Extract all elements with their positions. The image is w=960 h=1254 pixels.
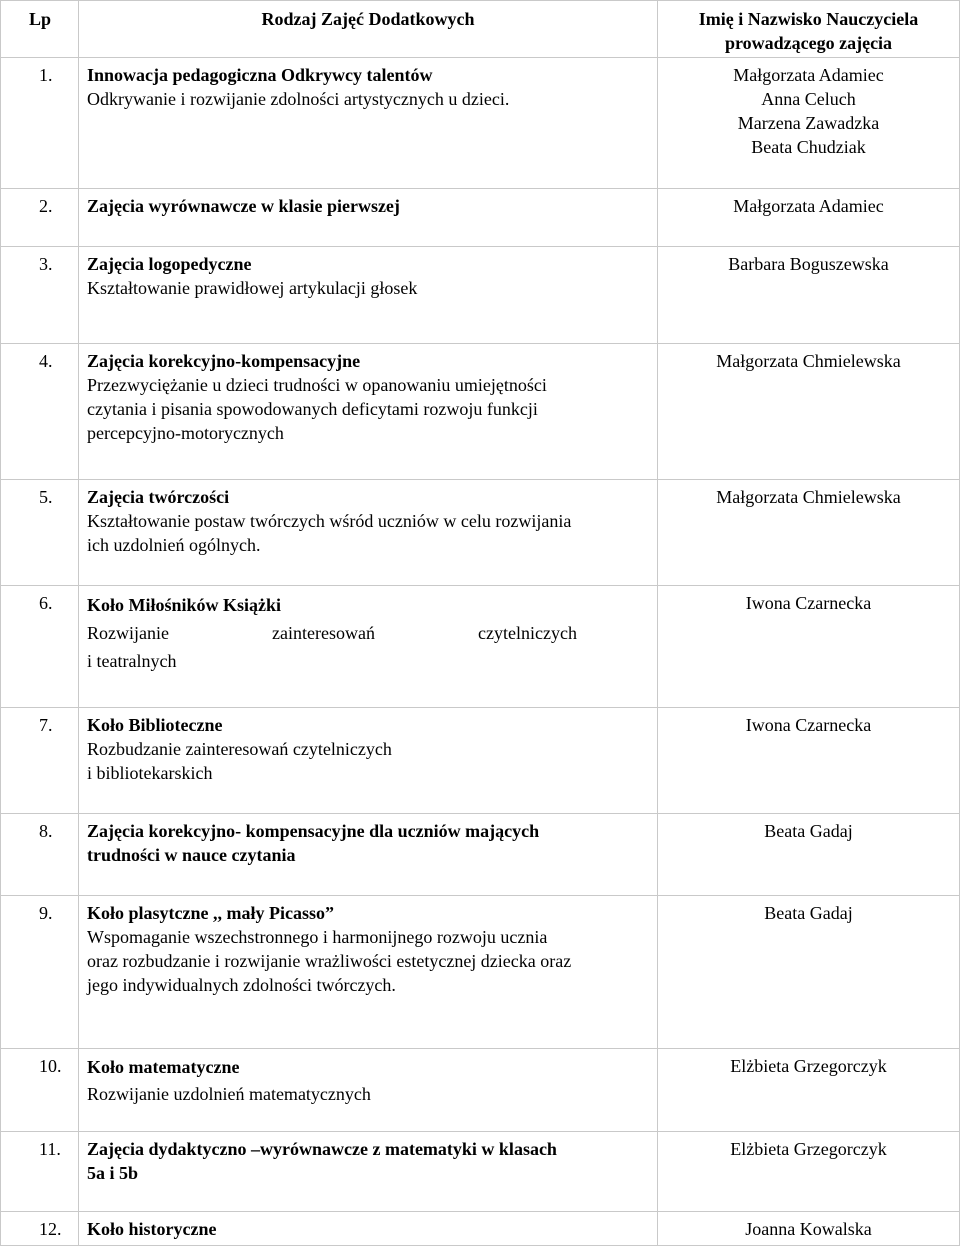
row-number: 4.: [1, 344, 79, 480]
activity-cell: [79, 247, 658, 344]
row-number: 5.: [1, 480, 79, 586]
activity-description: Kształtowanie prawidłowej artykulacji głosek: [87, 278, 418, 298]
activity-cell: [79, 896, 658, 1049]
teacher-name: Małgorzata Adamiec: [733, 196, 884, 216]
teacher-name: Beata Gadaj: [764, 903, 853, 923]
table-row: [1, 1212, 960, 1246]
activity-description: Rozwijanie uzdolnień matematycznych: [87, 1084, 371, 1104]
table-row: [1, 1132, 960, 1212]
activity-description-line: Rozbudzanie zainteresowań czytelniczych: [87, 739, 392, 759]
activity-title-line: trudności w nauce czytania: [87, 845, 296, 865]
activity-cell: [79, 480, 658, 586]
activity-title: Zajęcia wyrównawcze w klasie pierwszej: [87, 196, 400, 216]
activity-cell: [79, 189, 658, 247]
activity-cell: [79, 1132, 658, 1212]
activity-title: Koło historyczne: [87, 1219, 217, 1239]
row-number: 8.: [1, 814, 79, 896]
teacher-cell: [658, 1049, 960, 1132]
table-row: [1, 586, 960, 708]
activity-title-line: 5a i 5b: [87, 1163, 139, 1183]
activity-description-line: czytania i pisania spowodowanych deficytami rozwoju funkcji: [87, 399, 538, 419]
row-number: 2.: [1, 189, 79, 247]
table-row: [1, 814, 960, 896]
activity-cell: [79, 708, 658, 814]
teacher-name: Iwona Czarnecka: [745, 593, 872, 613]
activity-title-line: Zajęcia korekcyjno- kompensacyjne dla uczniów mających: [87, 821, 540, 841]
teacher-name: Małgorzata Chmielewska: [716, 351, 901, 371]
teacher-name: Elżbieta Grzegorczyk: [730, 1056, 887, 1076]
teacher-name: Małgorzata Chmielewska: [716, 487, 901, 507]
activity-description-line: [87, 619, 577, 647]
activity-title: Zajęcia twórczości: [87, 487, 230, 507]
header-teacher: [658, 1, 960, 58]
activity-title: Zajęcia korekcyjno-kompensacyjne: [87, 351, 361, 371]
activity-cell: [79, 586, 658, 708]
row-number: 10.: [1, 1049, 79, 1132]
table-row: [1, 708, 960, 814]
header-lp: Lp: [1, 1, 79, 58]
teacher-name: Joanna Kowalska: [745, 1219, 872, 1239]
activity-description-line: i bibliotekarskich: [87, 763, 213, 783]
teacher-name: Anna Celuch: [761, 89, 856, 109]
activity-description-word: Rozwijanie: [87, 623, 169, 643]
table-row: [1, 896, 960, 1049]
activity-title: Koło Biblioteczne: [87, 715, 223, 735]
teacher-name: Beata Gadaj: [764, 821, 853, 841]
activity-description-line: Wspomaganie wszechstronnego i harmonijnego rozwoju ucznia: [87, 927, 548, 947]
teacher-cell: [658, 1132, 960, 1212]
header-activity-type: Rodzaj Zajęć Dodatkowych: [79, 1, 658, 58]
activity-title: Koło plasytczne ,, mały Picasso”: [87, 903, 334, 923]
activity-description-line: i teatralnych: [87, 651, 177, 671]
table-row: [1, 480, 960, 586]
activity-title: Zajęcia logopedyczne: [87, 254, 252, 274]
activity-title-line: Zajęcia dydaktyczno –wyrównawcze z matematyki w klasach: [87, 1139, 557, 1159]
activity-cell: [79, 344, 658, 480]
teacher-cell: [658, 247, 960, 344]
header-teacher-line2: prowadzącego zajęcia: [724, 33, 893, 53]
row-number: 12.: [1, 1212, 79, 1246]
activity-description-line: oraz rozbudzanie i rozwijanie wrażliwości estetycznej dziecka oraz: [87, 951, 572, 971]
teacher-name: Elżbieta Grzegorczyk: [730, 1139, 887, 1159]
header-teacher-line1: Imię i Nazwisko Nauczyciela: [698, 9, 919, 29]
teacher-cell: [658, 189, 960, 247]
teacher-name: Beata Chudziak: [751, 137, 866, 157]
activity-title: Koło Miłośników Książki: [87, 595, 282, 615]
activity-cell: [79, 1212, 658, 1246]
teacher-cell: [658, 58, 960, 189]
teacher-cell: [658, 480, 960, 586]
activity-description: Odkrywanie i rozwijanie zdolności artystycznych u dzieci.: [87, 89, 510, 109]
teacher-cell: [658, 814, 960, 896]
teacher-cell: [658, 1212, 960, 1246]
activity-description-word: zainteresowań: [272, 623, 375, 643]
row-number: 7.: [1, 708, 79, 814]
teacher-name: Małgorzata Adamiec: [733, 65, 884, 85]
row-number: 11.: [1, 1132, 79, 1212]
table-row: [1, 247, 960, 344]
teacher-cell: [658, 586, 960, 708]
row-number: 9.: [1, 896, 79, 1049]
activity-title: Innowacja pedagogiczna Odkrywcy talentów: [87, 65, 433, 85]
teacher-cell: [658, 708, 960, 814]
activity-cell: [79, 1049, 658, 1132]
table-row: [1, 344, 960, 480]
activity-description-line: percepcyjno-motorycznych: [87, 423, 284, 443]
header-row: [1, 1, 960, 58]
row-number: 6.: [1, 586, 79, 708]
row-number: 3.: [1, 247, 79, 344]
teacher-name: Barbara Boguszewska: [728, 254, 889, 274]
activity-description-line: Przezwyciężanie u dzieci trudności w opanowaniu umiejętności: [87, 375, 547, 395]
activity-description-line: Kształtowanie postaw twórczych wśród uczniów w celu rozwijania: [87, 511, 572, 531]
table-row: [1, 1049, 960, 1132]
activity-description-word: czytelniczych: [478, 623, 577, 643]
teacher-cell: [658, 344, 960, 480]
teacher-name: Iwona Czarnecka: [745, 715, 872, 735]
activity-description-line: jego indywidualnych zdolności twórczych.: [87, 975, 396, 995]
activity-description-line: ich uzdolnień ogólnych.: [87, 535, 261, 555]
teacher-name: Marzena Zawadzka: [737, 113, 880, 133]
activity-cell: [79, 58, 658, 189]
table-row: [1, 58, 960, 189]
teacher-cell: [658, 896, 960, 1049]
row-number: 1.: [1, 58, 79, 189]
activity-cell: [79, 814, 658, 896]
activity-title: Koło matematyczne: [87, 1057, 240, 1077]
table-row: [1, 189, 960, 247]
